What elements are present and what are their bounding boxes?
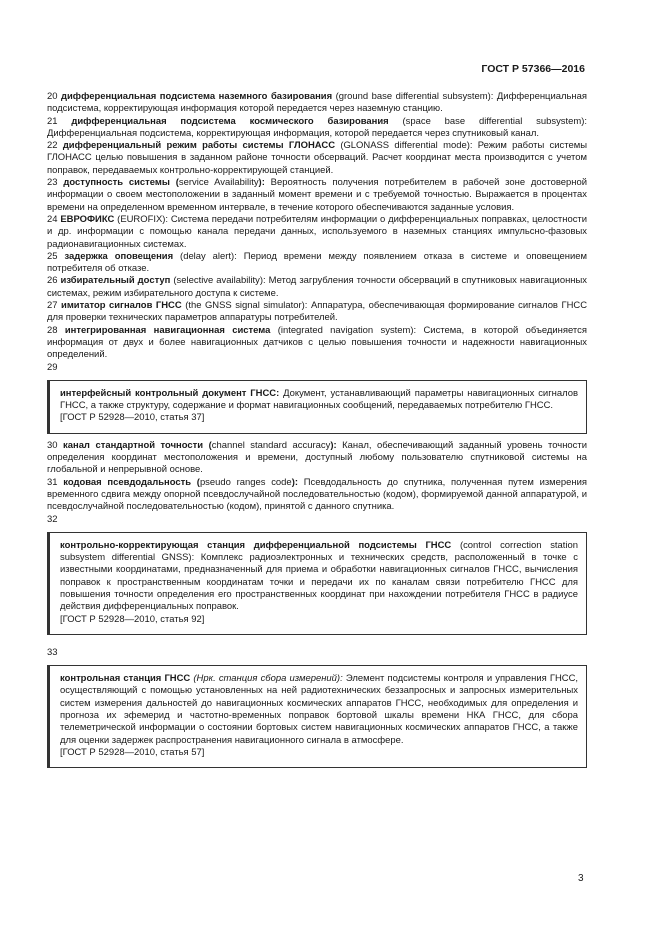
term-33-box <box>47 665 587 768</box>
term-31: 31 кодовая псевдодальность (pseudo ranges code): Псевдодальность до спутника, полученная путем измерения временного сдвига между опорной псевдослучайной последовательностью (кодом), формируемой данной аппаратурой, и псевдослучайной последовательностью (кодом), принятой с данного спутника. <box>47 476 588 513</box>
term-20: 20 дифференциальная подсистема наземного базирования (ground base differential subsystem): Дифференциальная подсистема, корректирующая информация которой передается через наземную станцию. <box>47 91 587 115</box>
page-number: 3 <box>578 873 584 884</box>
term-32-text: контрольно-корректирующая станция дифференциальной подсистемы ГНСС (control correction station subsystem differential GNSS): Комплекс радиоэлектронных и технических средств, расположенный в точке с известными координатами, предназначенный для приема и обработки навигационных сигналов ГНСС, вычисления поправок к пространственным координатам точки и передачи их по каналам связи потребителю ГНСС для повышения точности определения его пространственных координат при нахождении потребителя ГНСС в радиусе действия дифференциальных поправок. <box>60 539 578 613</box>
term-32-box <box>47 532 587 635</box>
terms-content <box>47 91 587 774</box>
term-29-box <box>47 380 587 434</box>
term-33-citation: [ГОСТ Р 52928—2010, статья 57] <box>60 746 205 758</box>
term-21: 21 дифференциальная подсистема космического базирования (space base differential subsystem): Дифференциальная подсистема, корректирующая информация, которой передается через спутниковый канал. <box>47 115 588 139</box>
term-27: 27 имитатор сигналов ГНСС (the GNSS signal simulator): Аппаратура, обеспечивающая формирование сигналов ГНСС для проверки технических параметров аппаратуры потребителей. <box>47 300 588 324</box>
standard-header: ГОСТ Р 57366—2016 <box>481 63 585 75</box>
term-22: 22 дифференциальный режим работы системы ГЛОНАСС (GLONASS differential mode): Режим работы системы ГЛОНАСС целью повышения в заданном районе точности обсерваций. Расчет координат места производится с учетом поправок, передаваемых контрольно-корректирующей станцией. <box>47 140 587 176</box>
term-32-number: 32 <box>47 513 58 525</box>
term-30: 30 канал стандартной точности (channel standard accuracy): Канал, обеспечивающий заданный уровень точности определения координат местоположения и времени, доступный любому пользователю спутниковой системы на глобальной и непрерывной основе. <box>47 439 587 476</box>
term-28: 28 интегрированная навигационная система (integrated navigation system): Система, в которой объединяется информация от двух и более навигационных датчиков с целью повышения точности и надежности навигационных определений. <box>47 324 587 361</box>
term-25: 25 задержка оповещения (delay alert): Период времени между появлением отказа в системе и оповещением потребителя об отказе. <box>47 250 587 275</box>
term-29-citation: [ГОСТ Р 52928—2010, статья 37] <box>60 412 205 424</box>
term-29-text: интерфейсный контрольный документ ГНСС: Документ, устанавливающий параметры навигационных сигналов ГНСС, а также структуру, содержание и формат навигационных сообщений, передаваемых потребителю ГНСС. <box>60 387 578 412</box>
term-29-number: 29 <box>47 361 58 373</box>
term-32-citation: [ГОСТ Р 52928—2010, статья 92] <box>60 613 205 625</box>
term-24: 24 ЕВРОФИКС (EUROFIX): Система передачи потребителям информации о дифференциальных поправках, целостности и др. информации с помощью канала передачи данных, используемого в наземных станциях импульсно-фазовых радионавигационных системах. <box>47 213 588 250</box>
term-23: 23 доступность системы (service Availability): Вероятность получения потребителем в рабочей зоне достоверной информации о своем местоположении в заданный момент времени и с требуемой точностью. Выражается в процентах времени на определенном временном интервале, в течение которого обеспечиваются заданные условия. <box>47 177 587 213</box>
term-26: 26 избирательный доступ (selective availability): Метод загрубления точности обсерваций в спутниковых навигационных системах, режим избирательного доступа к системе. <box>47 275 587 299</box>
term-33-number: 33 <box>47 646 58 658</box>
term-33-text: контрольная станция ГНСС (Нрк. станция сбора измерений): Элемент подсистемы контроля и управления ГНСС, осуществляющий с помощью установленных на ней радиотехнических беззапросных и запросных измерительных систем измерения дальностей до навигационных космических аппаратов ГНСС, необходимых для определения и прогноза их эфемерид и частотно-временных поправок бортовой шкалы времени НКА ГНСС, для сбора телеметрической информации о состоянии бортовых систем навигационных космических аппаратов ГНСС, а также для оценки задержек распространения навигационного сигнала в атмосфере. <box>60 673 579 746</box>
